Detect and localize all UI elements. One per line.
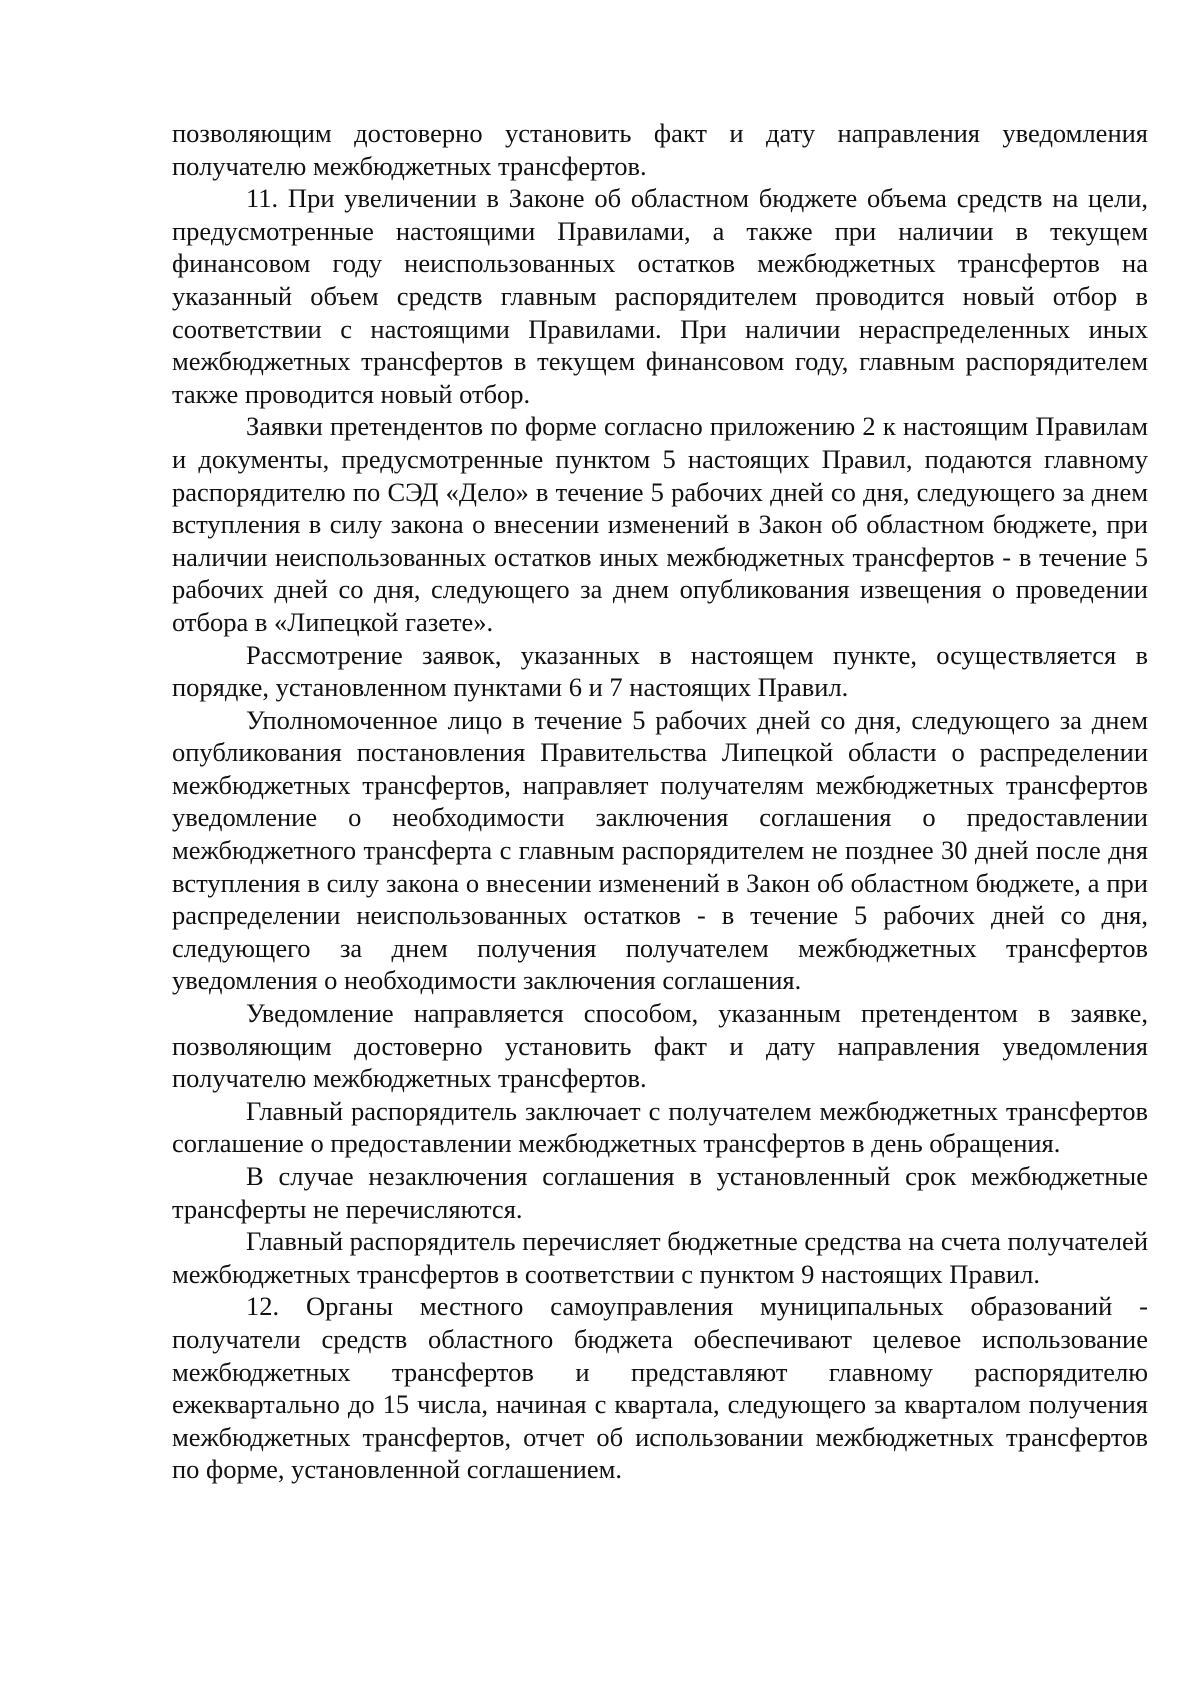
paragraph-transfer: Главный распорядитель перечисляет бюджетные средства на счета получателей межбюджетных трансфертов в соответствии с пунктом 9 настоящих Правил. [172,1226,1148,1289]
paragraph-agreement: Главный распорядитель заключает с получателем межбюджетных трансфертов соглашение о предоставлении межбюджетных трансфертов в день обращения. [172,1095,1148,1159]
document-body [172,117,1148,1486]
paragraph-item-12: 12. Органы местного самоуправления муниципальных образований - получатели средств областного бюджета обеспечивают целевое использование межбюджетных трансфертов и представляют главному распорядителю ежеквартально до 15 числа, начиная с квартала, следующего за кварталом получения межбюджетных трансфертов, отчет об использовании межбюджетных трансфертов по форме, установленной соглашением. [172,1291,1148,1485]
paragraph-continuation: позволяющим достоверно установить факт и дату направления уведомления получателю межбюджетных трансфертов. [172,118,1148,181]
paragraph-authorized-person: Уполномоченное лицо в течение 5 рабочих дней со дня, следующего за днем опубликования постановления Правительства Липецкой области о распределении межбюджетных трансфертов, направляет получателям межбюджетных трансфертов уведомление о необходимости заключения соглашения о предоставлении межбюджетного трансферта с главным распорядителем не позднее 30 дней после дня вступления в силу закона о внесении изменений в Закон об областном бюджете, а при распределении неиспользованных остатков - в течение 5 рабочих дней со дня, следующего за днем получения получателем межбюджетных трансфертов уведомления о необходимости заключения соглашения. [172,704,1148,996]
paragraph-applications: Заявки претендентов по форме согласно приложению 2 к настоящим Правилам и документы, предусмотренные пунктом 5 настоящих Правил, подаются главному распорядителю по СЭД «Дело» в течение 5 рабочих дней со дня, следующего за днем вступления в силу закона о внесении изменений в Закон об областном бюджете, при наличии неиспользованных остатков иных межбюджетных трансфертов - в течение 5 рабочих дней со дня, следующего за днем опубликования извещения о проведении отбора в «Липецкой газете». [172,411,1148,637]
paragraph-notification: Уведомление направляется способом, указанным претендентом в заявке, позволяющим достоверно установить факт и дату направления уведомления получателю межбюджетных трансфертов. [172,998,1148,1094]
paragraph-no-agreement: В случае незаключения соглашения в установленный срок межбюджетные трансферты не перечисляются. [172,1161,1148,1224]
paragraph-review: Рассмотрение заявок, указанных в настоящем пункте, осуществляется в порядке, установленном пунктами 6 и 7 настоящих Правил. [172,639,1148,703]
paragraph-item-11: 11. При увеличении в Законе об областном бюджете объема средств на цели, предусмотренные настоящими Правилами, а также при наличии в текущем финансовом году неиспользованных остатков межбюджетных трансфертов на указанный объем средств главным распорядителем проводится новый отбор в соответствии с настоящими Правилами. При наличии нераспределенных иных межбюджетных трансфертов в текущем финансовом году, главным распорядителем также проводится новый отбор. [172,183,1148,409]
